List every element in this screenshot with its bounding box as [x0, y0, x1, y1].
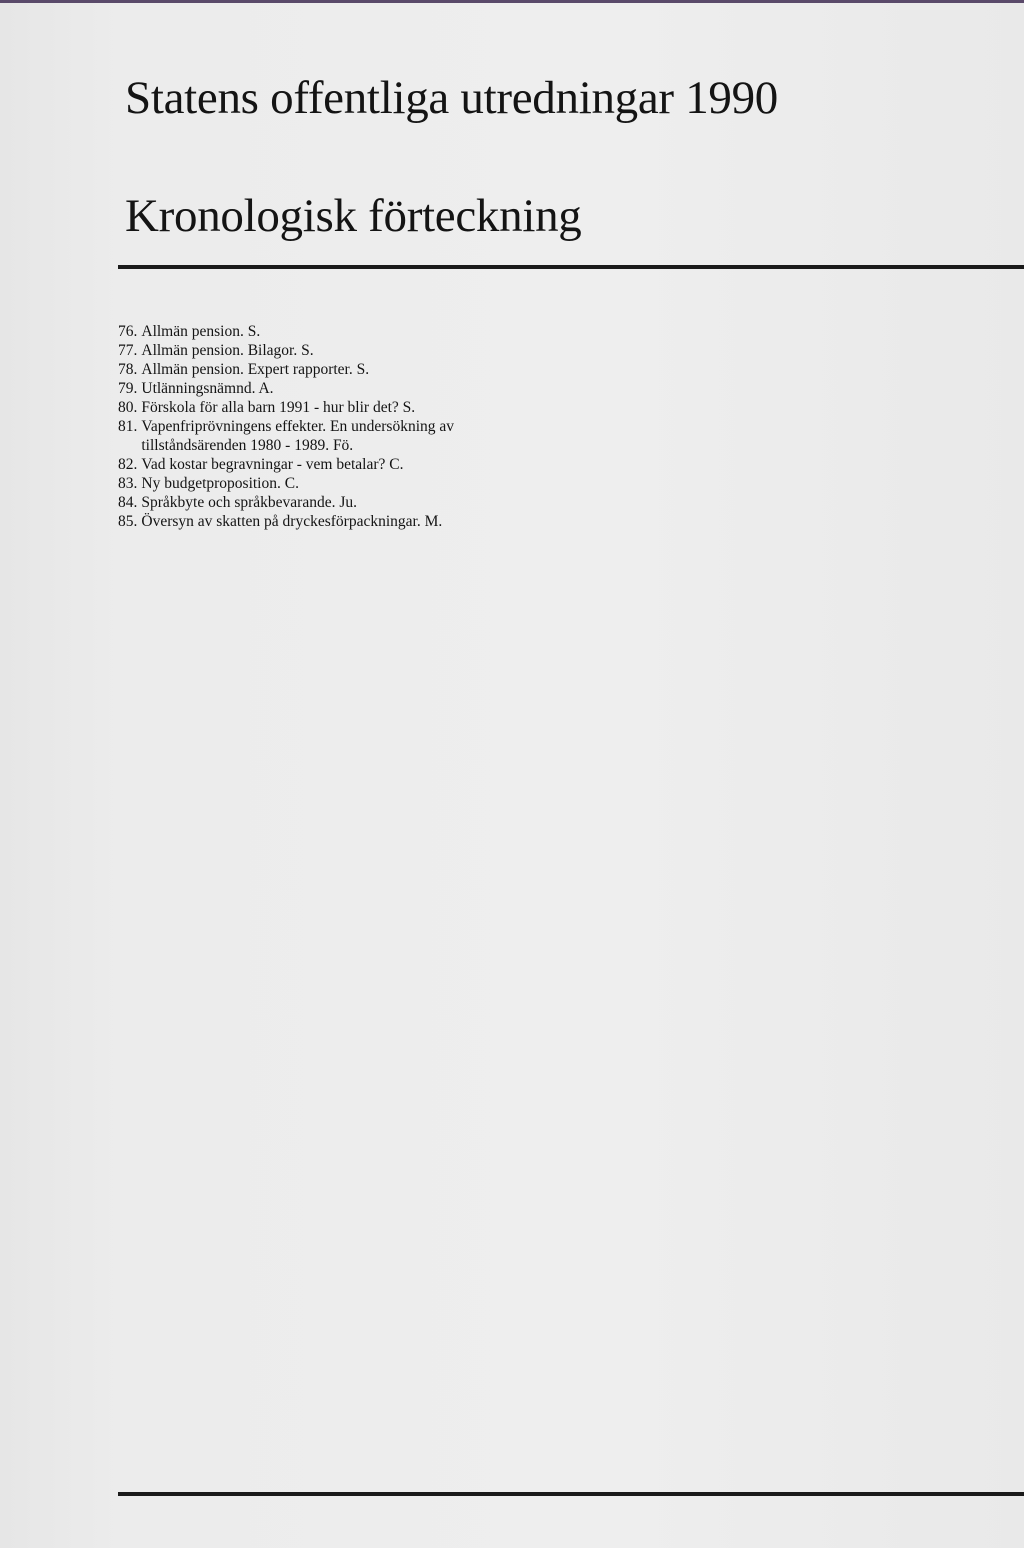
- list-item: [118, 512, 558, 531]
- entry-number: 83.: [118, 475, 138, 492]
- list-item: [118, 474, 558, 493]
- top-divider: [118, 265, 1024, 269]
- list-item: [118, 417, 558, 455]
- entry-title: Allmän pension. S.: [141, 323, 261, 340]
- entry-title: Förskola för alla barn 1991 - hur blir det? S.: [141, 399, 416, 416]
- entry-number: 81.: [118, 418, 138, 435]
- entry-title: Språkbyte och språkbevarande. Ju.: [141, 494, 358, 511]
- chronological-list: [118, 322, 558, 531]
- list-item: [118, 455, 558, 474]
- entry-number: 77.: [118, 342, 138, 359]
- bottom-divider: [118, 1492, 1024, 1496]
- entry-number: 84.: [118, 494, 138, 511]
- entry-title: Översyn av skatten på dryckesförpackningar. M.: [141, 513, 443, 530]
- page-top-edge: [0, 0, 1024, 3]
- entry-title: Ny budgetproposition. C.: [141, 475, 299, 492]
- entry-number: 76.: [118, 323, 138, 340]
- entry-number: 79.: [118, 380, 138, 397]
- entry-number: 78.: [118, 361, 138, 378]
- list-item: [118, 379, 558, 398]
- entry-title: Allmän pension. Bilagor. S.: [141, 342, 314, 359]
- series-title: Statens offentliga utredningar 1990: [125, 72, 779, 124]
- list-item: [118, 322, 558, 341]
- entry-number: 85.: [118, 513, 138, 530]
- section-title: Kronologisk förteckning: [125, 190, 582, 242]
- list-item: [118, 341, 558, 360]
- entry-title: Allmän pension. Expert rapporter. S.: [141, 361, 370, 378]
- entry-number: 82.: [118, 456, 138, 473]
- list-item: [118, 493, 558, 512]
- entry-title: Vapenfriprövningens effekter. En undersökning av tillståndsärenden 1980 - 1989. Fö.: [141, 418, 455, 454]
- entry-title: Vad kostar begravningar - vem betalar? C.: [141, 456, 404, 473]
- list-item: [118, 360, 558, 379]
- entry-title: Utlänningsnämnd. A.: [141, 380, 274, 397]
- entry-number: 80.: [118, 399, 138, 416]
- list-item: [118, 398, 558, 417]
